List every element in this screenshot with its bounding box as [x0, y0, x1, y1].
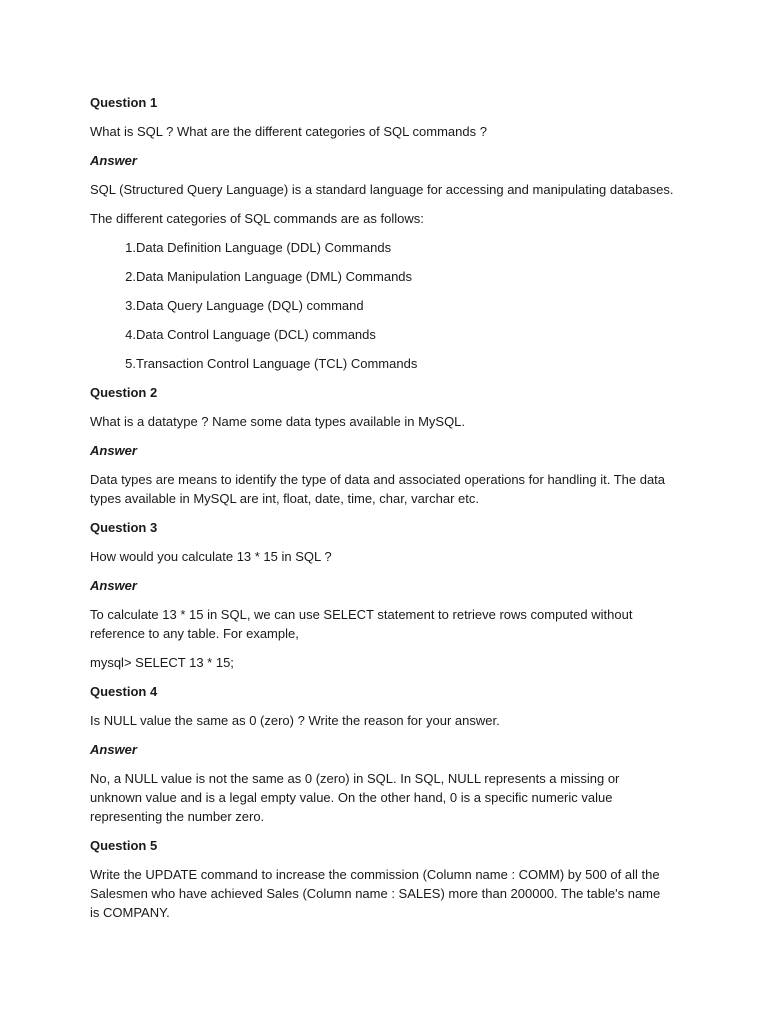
question-3-section [90, 518, 678, 672]
question-1-section [90, 93, 678, 373]
list-number: 5. [125, 356, 136, 371]
answer-text: No, a NULL value is not the same as 0 (zero) in SQL. In SQL, NULL represents a missing or unknown value and is a legal empty value. On the other hand, 0 is a specific numeric value representing the number zero. [90, 771, 620, 824]
question-heading: Question 3 [90, 520, 158, 535]
answer-label: Answer [90, 443, 137, 458]
list-item [90, 267, 678, 286]
list-item-text: Data Query Language (DQL) command [136, 298, 364, 313]
answer-label: Answer [90, 578, 137, 593]
list-number: 4. [125, 327, 136, 342]
list-number: 1. [125, 240, 136, 255]
list-number: 2. [125, 269, 136, 284]
question-heading: Question 2 [90, 385, 158, 400]
question-5-section [90, 836, 678, 922]
list-number: 3. [125, 298, 136, 313]
question-text: Write the UPDATE command to increase the commission (Column name : COMM) by 500 of all the Salesmen who have achieved Sales (Column name : SALES) more than 200000. The table's name is COMPANY. [90, 867, 661, 920]
list-item [90, 325, 678, 344]
question-heading: Question 5 [90, 838, 158, 853]
code-example: mysql> SELECT 13 * 15; [90, 655, 234, 670]
question-text: Is NULL value the same as 0 (zero) ? Write the reason for your answer. [90, 713, 500, 728]
list-item-text: Data Manipulation Language (DML) Commands [136, 269, 413, 284]
list-item [90, 296, 678, 315]
answer-text: Data types are means to identify the type of data and associated operations for handling it. The data types available in MySQL are int, float, date, time, char, varchar etc. [90, 472, 666, 506]
question-heading: Question 1 [90, 95, 158, 110]
sql-categories-list [90, 238, 678, 373]
answer-label: Answer [90, 742, 137, 757]
question-4-section [90, 682, 678, 826]
question-heading: Question 4 [90, 684, 158, 699]
list-item-text: Data Definition Language (DDL) Commands [136, 240, 392, 255]
answer-text: The different categories of SQL commands are as follows: [90, 211, 424, 226]
answer-text: SQL (Structured Query Language) is a standard language for accessing and manipulating databases. [90, 182, 674, 197]
question-text: What is a datatype ? Name some data types available in MySQL. [90, 414, 466, 429]
list-item-text: Transaction Control Language (TCL) Commands [136, 356, 418, 371]
answer-text: To calculate 13 * 15 in SQL, we can use SELECT statement to retrieve rows computed without reference to any table. For example, [90, 607, 633, 641]
question-2-section [90, 383, 678, 508]
question-text: How would you calculate 13 * 15 in SQL ? [90, 549, 332, 564]
list-item [90, 354, 678, 373]
list-item [90, 238, 678, 257]
question-text: What is SQL ? What are the different categories of SQL commands ? [90, 124, 487, 139]
answer-label: Answer [90, 153, 137, 168]
list-item-text: Data Control Language (DCL) commands [136, 327, 376, 342]
